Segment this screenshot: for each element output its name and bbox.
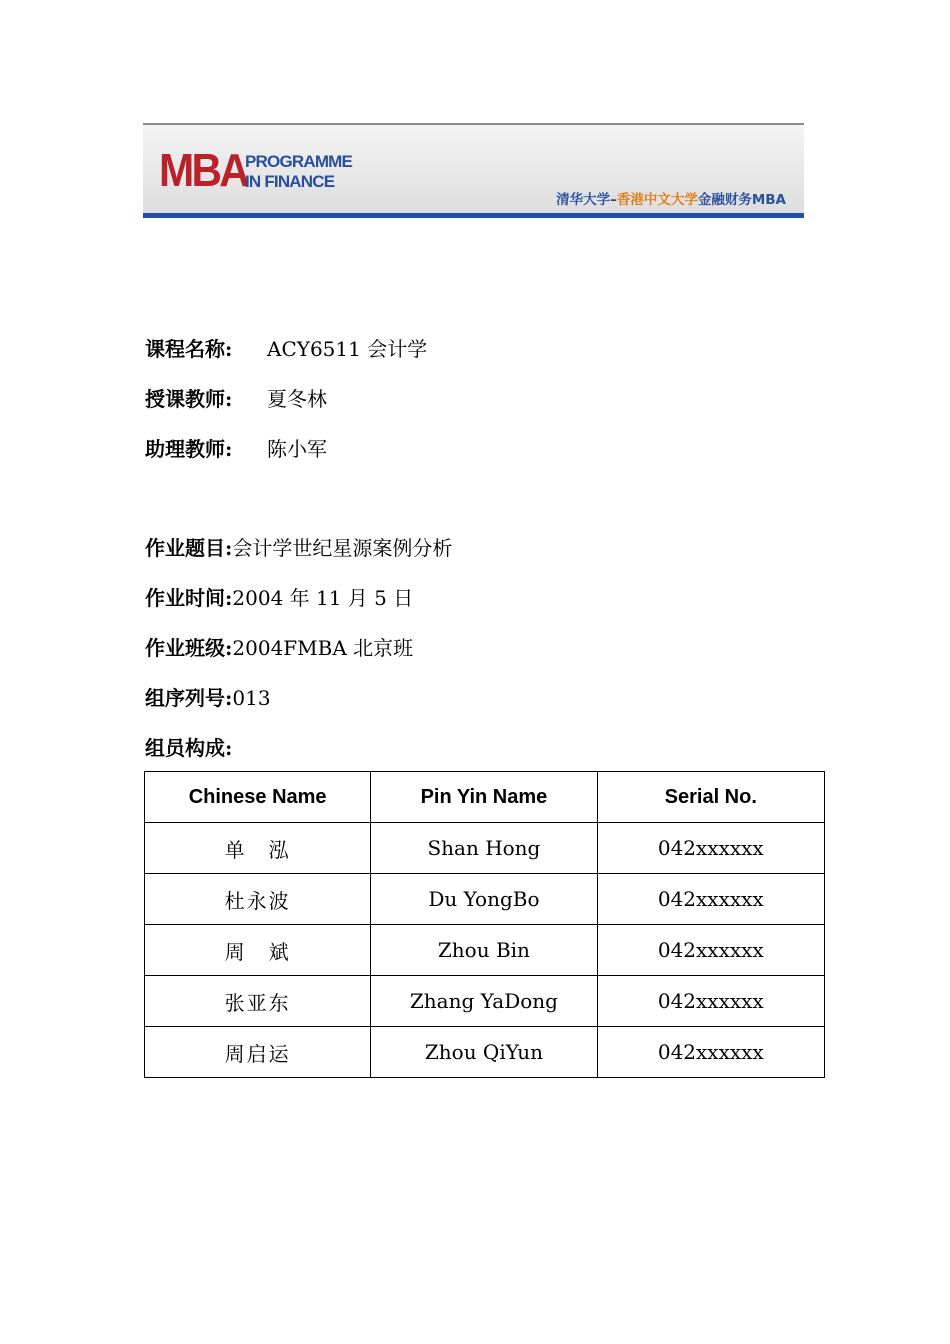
date-value: 2004 年 11 月 5 日 [232,586,414,610]
header-banner [143,123,804,218]
table-row [145,1027,825,1078]
course-name-value: ACY6511 会计学 [267,337,428,361]
cell-chinese-name: 周启运 [145,1027,371,1078]
cell-serial-no: 042xxxxxx [597,823,824,874]
cell-pinyin-name: Zhang YaDong [371,976,597,1027]
group-label: 组序列号: [145,686,233,710]
programme-logo-text [245,152,352,192]
date-label: 作业时间: [145,586,233,610]
cell-pinyin-name: Du YongBo [371,874,597,925]
course-name-row [145,337,427,361]
teacher-row [145,387,327,411]
cell-serial-no: 042xxxxxx [597,874,824,925]
assistant-row [145,437,327,461]
teacher-label: 授课教师: [145,387,233,411]
cell-chinese-name: 单 泓 [145,823,371,874]
banner-chinese-title [556,191,786,209]
class-row [145,636,413,660]
cell-chinese-name: 杜永波 [145,874,371,925]
banner-tsinghua: 清华大学 [556,192,611,208]
class-label: 作业班级: [145,636,233,660]
cell-serial-no: 042xxxxxx [597,976,824,1027]
cell-pinyin-name: Zhou Bin [371,925,597,976]
date-row [145,586,413,610]
table-row [145,925,825,976]
course-name-label: 课程名称: [145,337,233,361]
cell-chinese-name: 周 斌 [145,925,371,976]
cell-serial-no: 042xxxxxx [597,925,824,976]
banner-mba-finance: 金融财务MBA [697,192,786,208]
class-value: 2004FMBA 北京班 [232,636,414,660]
header-chinese-name: Chinese Name [145,772,371,823]
cell-pinyin-name: Zhou QiYun [371,1027,597,1078]
table-header-row [145,772,825,823]
assistant-value: 陈小军 [267,437,327,461]
group-row [145,686,271,710]
header-pinyin-name: Pin Yin Name [371,772,597,823]
members-row [145,736,232,760]
topic-label: 作业题目: [145,536,233,560]
topic-value: 会计学世纪星源案例分析 [232,536,453,560]
banner-stripe [143,213,804,218]
logo-line-programme: PROGRAMME [245,152,353,171]
teacher-value: 夏冬林 [267,387,327,411]
banner-dash: – [610,192,617,208]
topic-row [145,536,452,560]
table-row [145,874,825,925]
cell-pinyin-name: Shan Hong [371,823,597,874]
assistant-label: 助理教师: [145,437,233,461]
members-label: 组员构成: [145,736,233,760]
mba-logo: MBA [159,144,248,196]
header-serial-no: Serial No. [597,772,824,823]
banner-cuhk: 香港中文大学 [616,192,698,208]
group-value: 013 [232,686,271,710]
logo-line-finance: IN FINANCE [245,172,335,191]
cell-serial-no: 042xxxxxx [597,1027,824,1078]
cell-chinese-name: 张亚东 [145,976,371,1027]
table-row [145,823,825,874]
table-row [145,976,825,1027]
members-table [144,771,825,1078]
